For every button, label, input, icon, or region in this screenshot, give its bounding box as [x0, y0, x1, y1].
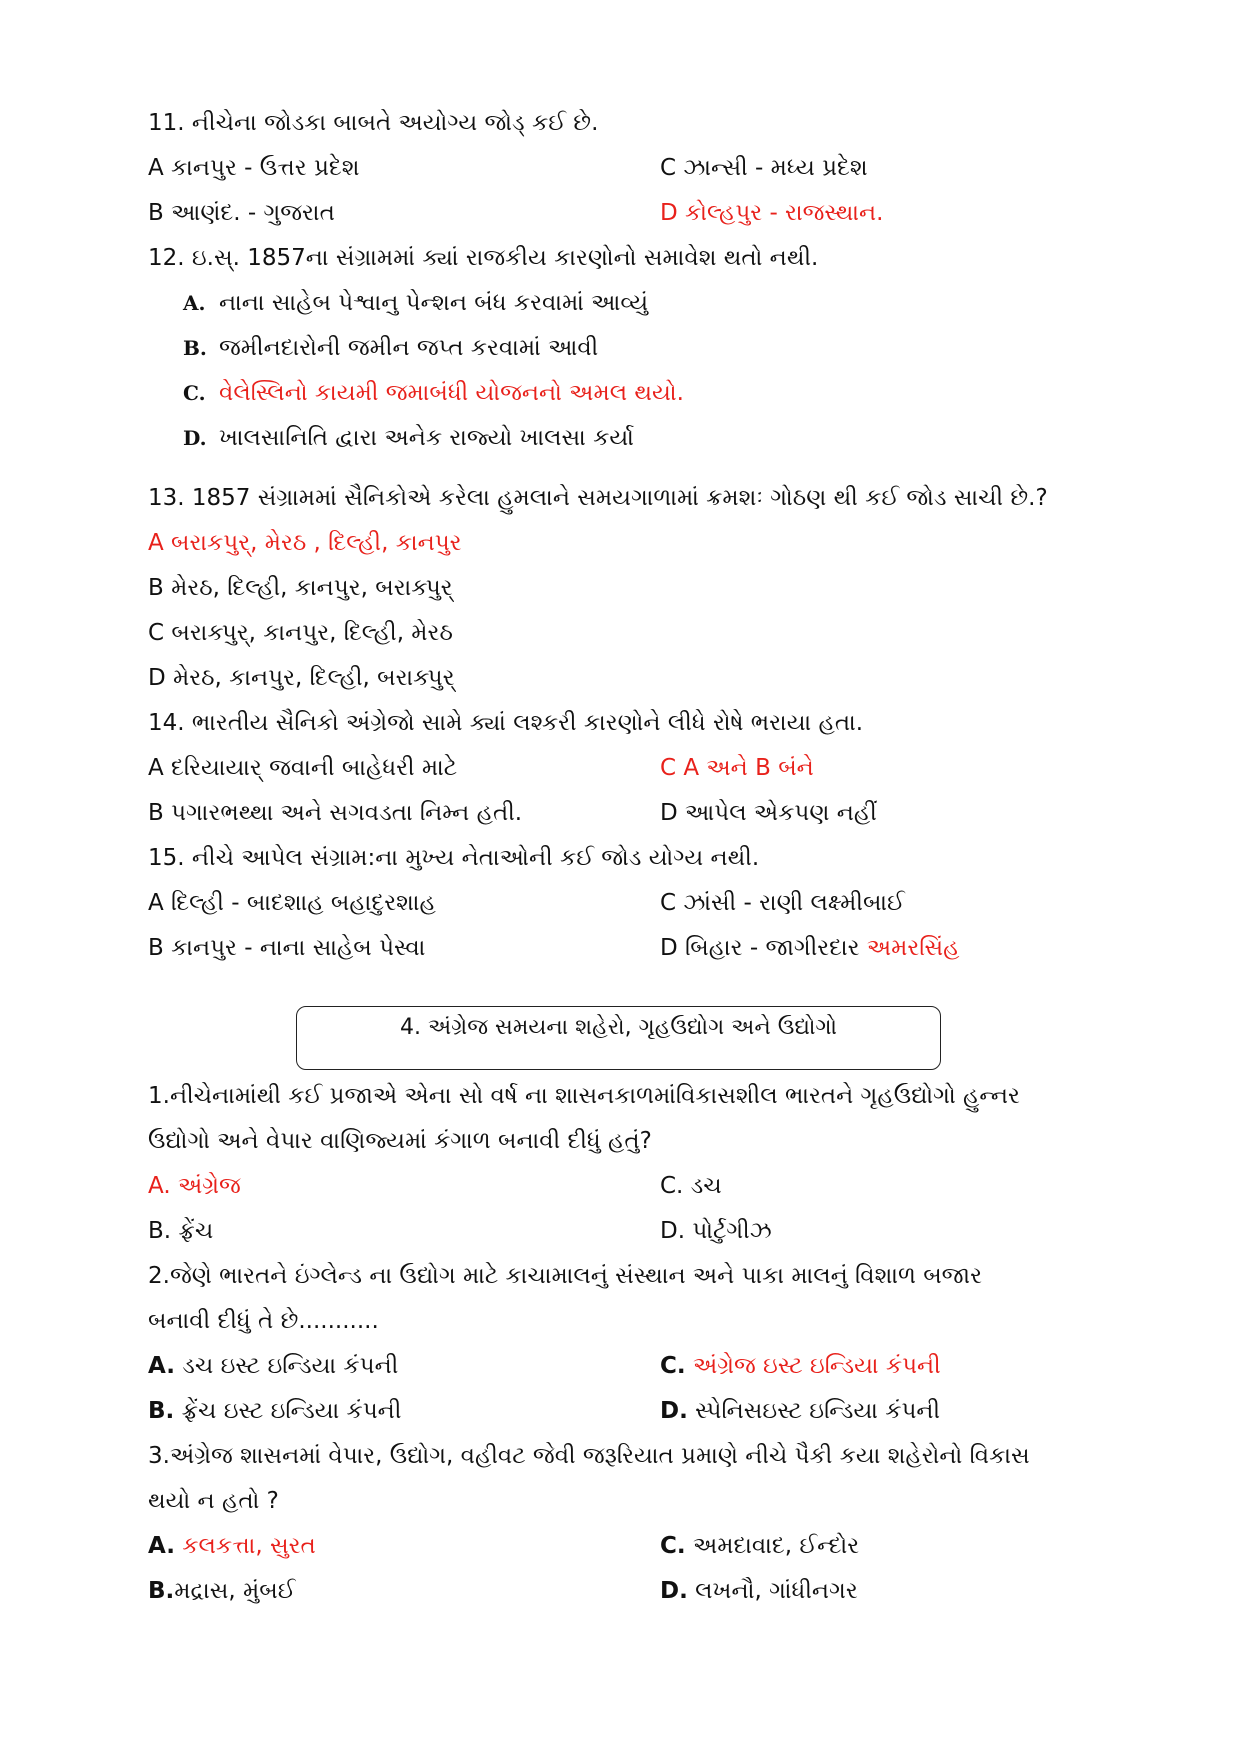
q13-option-d: D મેરઠ, કાનપુર, દિલ્હી, બરાક્પુર્ — [148, 665, 455, 691]
q12-option-d-text: ખાલસાનિતિ દ્વારા અનેક રાજ્યો ખાલસા કર્યા — [219, 425, 634, 451]
s1-option-c: C. ડચ — [660, 1173, 722, 1199]
s3-option-b-label: B. — [148, 1578, 175, 1604]
s2-option-d-label: D. — [660, 1398, 688, 1424]
s3-option-b — [148, 1576, 295, 1606]
s3-option-d-text: લખનૌ, ગાંધીનગર — [695, 1578, 858, 1604]
s2-option-c-answer: અંગ્રેજ ઇસ્ટ ઇન્ડિયા કંપની — [692, 1353, 941, 1379]
section-heading-box — [296, 1006, 941, 1070]
q15-option-c: C ઝાંસી - રાણી લક્ષ્મીબાઈ — [660, 890, 905, 916]
s3-option-d — [660, 1576, 858, 1606]
q11-option-a: A કાનપુર - ઉત્તર પ્રદેશ — [148, 155, 360, 181]
s1-question-line-1: 1.નીચેનામાંથી કઈ પ્રજાએ એના સો વર્ષ ના શાસનકાળમાંવિકાસશીલ ભારતને ગૃહઉદ્યોગો હુન્નર — [148, 1083, 1020, 1109]
q12-option-b-label: B. — [183, 336, 207, 360]
s3-option-c-label: C. — [660, 1533, 686, 1559]
q11-option-c: C ઝાન્સી - મધ્ય પ્રદેશ — [660, 155, 868, 181]
q11-option-d-answer: D કોલ્હપુર - રાજસ્થાન. — [660, 200, 884, 226]
q12-option-a — [183, 288, 648, 318]
s3-option-a — [148, 1531, 316, 1561]
s2-option-c — [660, 1351, 941, 1381]
q12-option-b — [183, 333, 598, 363]
q12-option-a-label: A. — [183, 291, 206, 315]
s2-question-line-1: 2.જેણે ભારતને ઇંગ્લેન્ડ ના ઉદ્યોગ માટે કાચામાલનું સંસ્થાન અને પાકા માલનું વિશાળ બજાર — [148, 1263, 982, 1289]
s2-option-a-label: A. — [148, 1353, 175, 1379]
q15-option-d — [660, 933, 959, 963]
q14-option-c-answer: C A અને B બંને — [660, 755, 814, 781]
s2-option-d-text: સ્પેનિસઇસ્ટ ઇન્ડિયા કંપની — [695, 1398, 941, 1424]
q13-option-c: C બરાક્પુર્, કાનપુર, દિલ્હી, મેરઠ — [148, 620, 453, 646]
s2-option-d — [660, 1396, 940, 1426]
q14-option-a: A દરિયાયાર્ જવાની બાહેધરી માટે — [148, 755, 458, 781]
q12-option-d-label: D. — [183, 426, 207, 450]
s2-option-b — [148, 1396, 401, 1426]
s2-option-b-text: ફ્રેંચ ઇસ્ટ ઇન્ડિયા કંપની — [181, 1398, 402, 1424]
s3-option-b-text: મદ્રાસ, મુંબઈ — [174, 1578, 296, 1604]
question-13: 13. 1857 સંગ્રામમાં સૈનિકોએ કરેલા હુમલાને સમયગાળામાં ક્રમશઃ ગોઠણ થી કઈ જોડ સાચી છે.? — [148, 485, 1048, 511]
s2-option-c-label: C. — [660, 1353, 686, 1379]
s1-option-d: D. પોર્ટુગીઝ — [660, 1218, 772, 1244]
s3-option-c — [660, 1531, 859, 1561]
s2-question-line-2: બનાવી દીધું તે છે........... — [148, 1308, 379, 1334]
q12-option-a-text: નાના સાહેબ પેશ્વાનુ પેન્શન બંધ કરવામાં આવ્યું — [219, 290, 649, 316]
question-14: 14. ભારતીય સૈનિકો અંગ્રેજો સામે ક્યાં લશ્કરી કારણોને લીધે રોષે ભરાયા હતા. — [148, 710, 864, 736]
s3-option-c-text: અમદાવાદ, ઈન્દોર — [692, 1533, 860, 1559]
q14-option-d: D આપેલ એકપણ નહીં — [660, 800, 877, 826]
q15-option-d-text: D બિહાર - જાગીરદાર — [660, 935, 867, 961]
question-12: 12. ઇ.સ્. 1857ના સંગ્રામમાં ક્યાં રાજકીય કારણોનો સમાવેશ થતો નથી. — [148, 245, 819, 271]
s3-option-a-label: A. — [148, 1533, 175, 1559]
s1-question-line-2: ઉદ્યોગો અને વેપાર વાણિજ્યમાં કંગાળ બનાવી દીધું હતું? — [148, 1128, 652, 1154]
q15-option-d-answer: અમરસિંહ — [866, 935, 960, 961]
s2-option-b-label: B. — [148, 1398, 175, 1424]
s3-question-line-1: 3.અંગ્રેજ શાસનમાં વેપાર, ઉદ્યોગ, વહીવટ જેવી જરૂરિયાત પ્રમાણે નીચે પૈકી કયા શહેરોનો વિકાસ — [148, 1443, 1030, 1469]
q12-option-c — [183, 378, 684, 408]
s1-option-a-answer: A. અંગ્રેજ — [148, 1173, 241, 1199]
q15-option-a: A દિલ્હી - બાદશાહ બહાદુરશાહ — [148, 890, 436, 916]
q11-option-b: B આણંદ. - ગુજરાત — [148, 200, 335, 226]
s2-option-a — [148, 1351, 398, 1381]
q12-option-c-label: C. — [183, 381, 206, 405]
section-title: 4. અંગ્રેજ સમયના શહેરો, ગૃહઉદ્યોગ અને ઉદ્યોગો — [399, 1015, 838, 1040]
question-11: 11. નીચેના જોડકા બાબતે અયોગ્ય જોડ્ કઈ છે. — [148, 110, 599, 136]
q12-option-c-answer: વેલેસ્લિનો કાયમી જમાબંધી યોજનનો અમલ થયો. — [219, 380, 684, 406]
q12-option-b-text: જમીનદારોની જમીન જપ્ત કરવામાં આવી — [219, 335, 599, 361]
q12-option-d — [183, 423, 634, 453]
s1-option-b: B. ફ્રેંચ — [148, 1218, 214, 1244]
s3-option-a-answer: કલકત્તા, સુરત — [182, 1533, 316, 1559]
s2-option-a-text: ડચ ઇસ્ટ ઇન્ડિયા કંપની — [182, 1353, 399, 1379]
s3-question-line-2: થયો ન હતો ? — [148, 1488, 279, 1514]
question-15: 15. નીચે આપેલ સંગ્રામ:ના મુખ્ય નેતાઓની કઈ જોડ યોગ્ય નથી. — [148, 845, 760, 871]
q14-option-b: B પગારભથ્થા અને સગવડતા નિમ્ન હતી. — [148, 800, 523, 826]
q13-option-b: B મેરઠ, દિલ્હી, કાનપુર, બરાક્પુર્ — [148, 575, 453, 601]
s3-option-d-label: D. — [660, 1578, 688, 1604]
q15-option-b: B કાનપુર - નાના સાહેબ પેસ્વા — [148, 935, 426, 961]
q13-option-a-answer: A બરાકપુર્, મેરઠ , દિલ્હી, કાનપુર — [148, 530, 462, 556]
